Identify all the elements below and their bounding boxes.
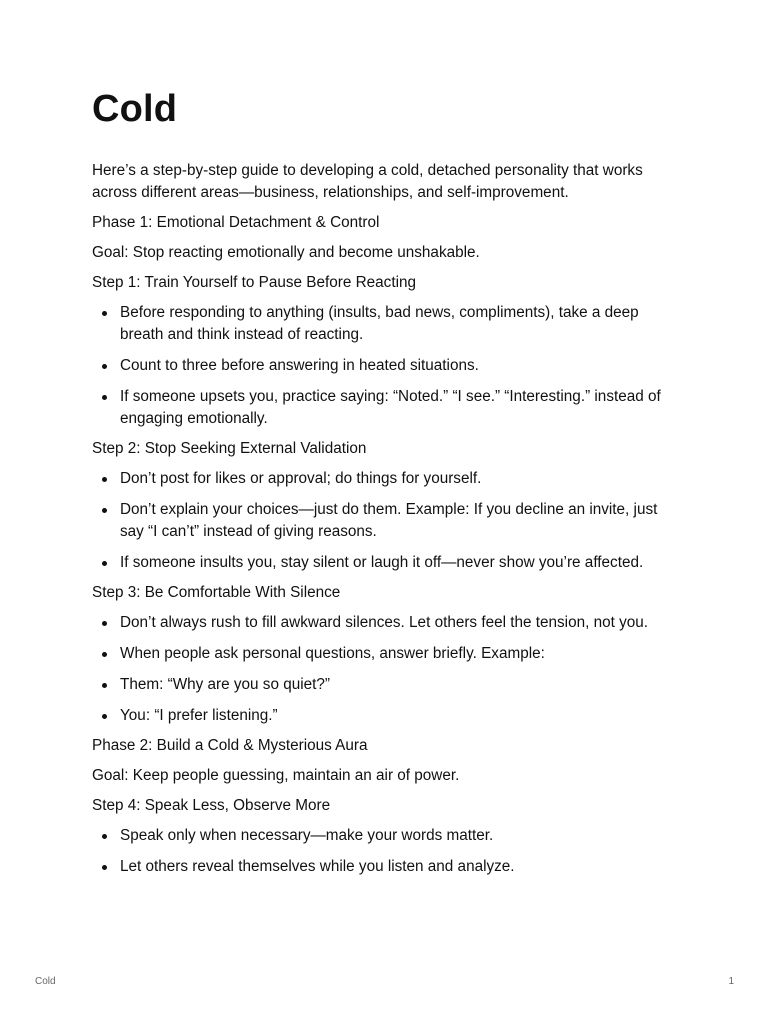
list-item-text: If someone insults you, stay silent or laugh it off—never show you’re affected.	[120, 554, 644, 571]
step-3-list	[92, 612, 682, 727]
list-item-text: Count to three before answering in heated situations.	[120, 357, 479, 374]
list-item-text: Speak only when necessary—make your words matter.	[120, 827, 494, 844]
step-4-list	[92, 825, 682, 878]
list-item	[92, 674, 682, 696]
phase-1-heading: Phase 1: Emotional Detachment & Control	[92, 214, 380, 231]
bullet-icon	[102, 477, 107, 482]
list-item-text: Don’t post for likes or approval; do things for yourself.	[120, 470, 482, 487]
bullet-icon	[102, 652, 107, 657]
page-title: Cold	[92, 88, 178, 130]
phase-1-goal: Goal: Stop reacting emotionally and become unshakable.	[92, 244, 480, 261]
list-item	[92, 552, 682, 574]
bullet-icon	[102, 508, 107, 513]
list-item-text: Don’t always rush to fill awkward silences. Let others feel the tension, not you.	[120, 614, 649, 631]
list-item-text: Before responding to anything (insults, bad news, compliments), take a deep breath and think instead of reacting.	[120, 304, 639, 343]
list-item-text: You: “I prefer listening.”	[120, 707, 278, 724]
step-3-heading: Step 3: Be Comfortable With Silence	[92, 584, 341, 601]
step-2-heading: Step 2: Stop Seeking External Validation	[92, 440, 367, 457]
list-item-text: When people ask personal questions, answer briefly. Example:	[120, 645, 545, 662]
list-item	[92, 468, 682, 490]
list-item	[92, 612, 682, 634]
footer-document-title: Cold	[35, 976, 56, 987]
list-item	[92, 355, 682, 377]
bullet-icon	[102, 364, 107, 369]
step-4-heading: Step 4: Speak Less, Observe More	[92, 797, 331, 814]
step-1-list	[92, 302, 682, 430]
step-1-heading: Step 1: Train Yourself to Pause Before Reacting	[92, 274, 416, 291]
document-body	[92, 86, 682, 886]
step-2-list	[92, 468, 682, 574]
list-item	[92, 499, 682, 543]
list-item-text: Don’t explain your choices—just do them. Example: If you decline an invite, just say “I can’t” instead of giving reasons.	[120, 501, 658, 540]
list-item	[92, 856, 682, 878]
bullet-icon	[102, 865, 107, 870]
bullet-icon	[102, 561, 107, 566]
list-item	[92, 386, 682, 430]
bullet-icon	[102, 311, 107, 316]
list-item-text: If someone upsets you, practice saying: “Noted.” “I see.” “Interesting.” instead of engaging emotionally.	[120, 388, 661, 427]
footer-page-number: 1	[728, 976, 734, 987]
phase-2-goal: Goal: Keep people guessing, maintain an air of power.	[92, 767, 460, 784]
bullet-icon	[102, 714, 107, 719]
bullet-icon	[102, 395, 107, 400]
list-item	[92, 825, 682, 847]
phase-2-heading: Phase 2: Build a Cold & Mysterious Aura	[92, 737, 368, 754]
intro-paragraph: Here’s a step-by-step guide to developing a cold, detached personality that works across different areas—business, relationships, and self-improvement.	[92, 162, 643, 201]
bullet-icon	[102, 621, 107, 626]
bullet-icon	[102, 683, 107, 688]
list-item-text: Them: “Why are you so quiet?”	[120, 676, 330, 693]
list-item	[92, 643, 682, 665]
bullet-icon	[102, 834, 107, 839]
list-item	[92, 302, 682, 346]
list-item-text: Let others reveal themselves while you listen and analyze.	[120, 858, 515, 875]
list-item	[92, 705, 682, 727]
